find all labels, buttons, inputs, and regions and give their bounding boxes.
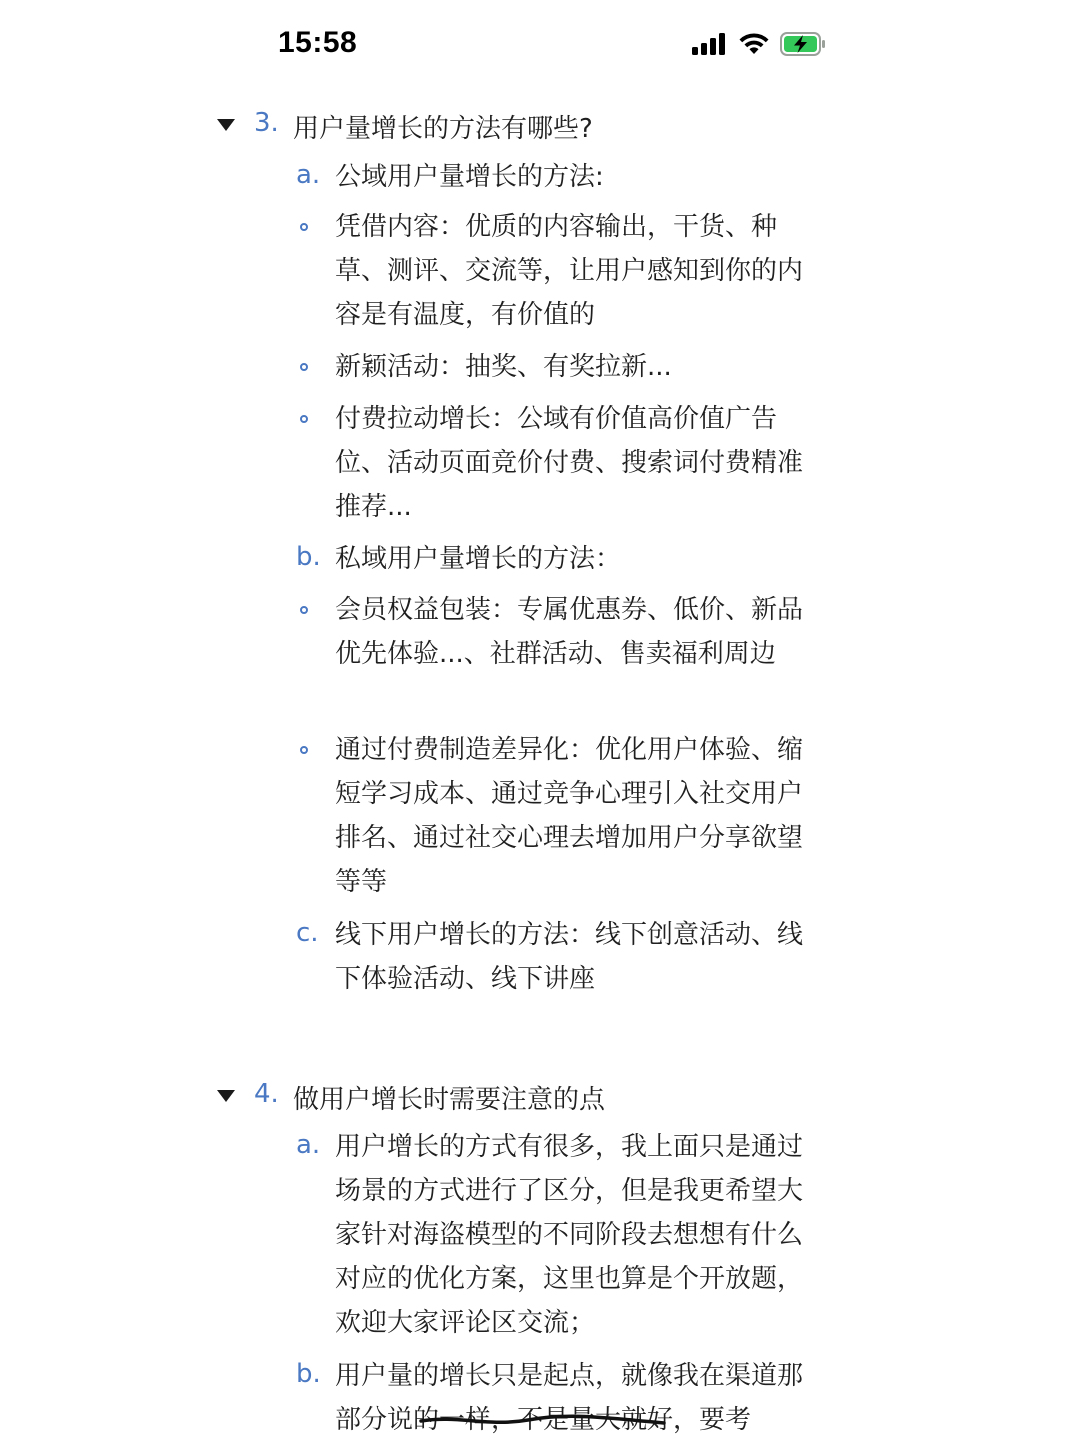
list-item-text: 付费拉动增长：公域有价值高价值广告位、活动页面竞价付费、搜索词付费精准推荐... <box>335 404 804 522</box>
collapse-toggle-icon[interactable] <box>216 118 236 132</box>
list-item-text: 通过付费制造差异化：优化用户体验、缩短学习成本、通过竞争心理引入社交用户排名、通过社交心理去增加用户分享欲望等等 <box>335 735 804 897</box>
list-item-text: 公域用户量增长的方法: <box>335 162 604 192</box>
list-marker-alpha: a. <box>296 160 321 190</box>
status-time: 15:58 <box>278 26 358 59</box>
list-marker-alpha: b. <box>296 1359 321 1389</box>
wifi-icon <box>738 32 770 56</box>
list-bullet-icon <box>300 223 308 231</box>
list-item-text: 会员权益包装：专属优惠券、低价、新品优先体验...、社群活动、售卖福利周边 <box>335 595 804 669</box>
strikethrough-scribble <box>418 1405 668 1435</box>
section-heading: 做用户增长时需要注意的点 <box>293 1085 606 1115</box>
list-item-text: 用户增长的方式有很多，我上面只是通过场景的方式进行了区分，但是我更希望大家针对海盗模型的不同阶段去想想有什么对应的优化方案，这里也算是个开放题，欢迎大家评论区交流； <box>335 1132 804 1338</box>
list-item-text: 凭借内容：优质的内容输出，干货、种草、测评、交流等，让用户感知到你的内容是有温度，有价值的 <box>335 212 804 330</box>
collapse-toggle-icon[interactable] <box>216 1089 236 1103</box>
list-marker-alpha: b. <box>296 542 321 572</box>
list-marker-alpha: c. <box>296 918 319 948</box>
status-icons <box>692 30 826 58</box>
list-item-text: 新颖活动：抽奖、有奖拉新... <box>335 352 672 382</box>
list-bullet-icon <box>300 746 308 754</box>
list-item-text: 私域用户量增长的方法： <box>335 544 622 574</box>
section-heading: 用户量增长的方法有哪些? <box>293 114 593 144</box>
list-bullet-icon <box>300 363 308 371</box>
status-bar <box>0 0 1080 90</box>
list-item-text: 线下用户增长的方法：线下创意活动、线下体验活动、线下讲座 <box>335 920 804 994</box>
list-item-text: 用户量的增长只是起点，就像我在渠道那部分说的一样，不是量大就好，要考 <box>335 1361 804 1435</box>
list-bullet-icon <box>300 415 308 423</box>
battery-charging-icon <box>780 32 826 56</box>
section-number: 4. <box>254 1079 279 1109</box>
list-bullet-icon <box>300 606 308 614</box>
section-number: 3. <box>254 108 279 138</box>
cellular-signal-icon <box>692 33 728 55</box>
list-marker-alpha: a. <box>296 1130 321 1160</box>
